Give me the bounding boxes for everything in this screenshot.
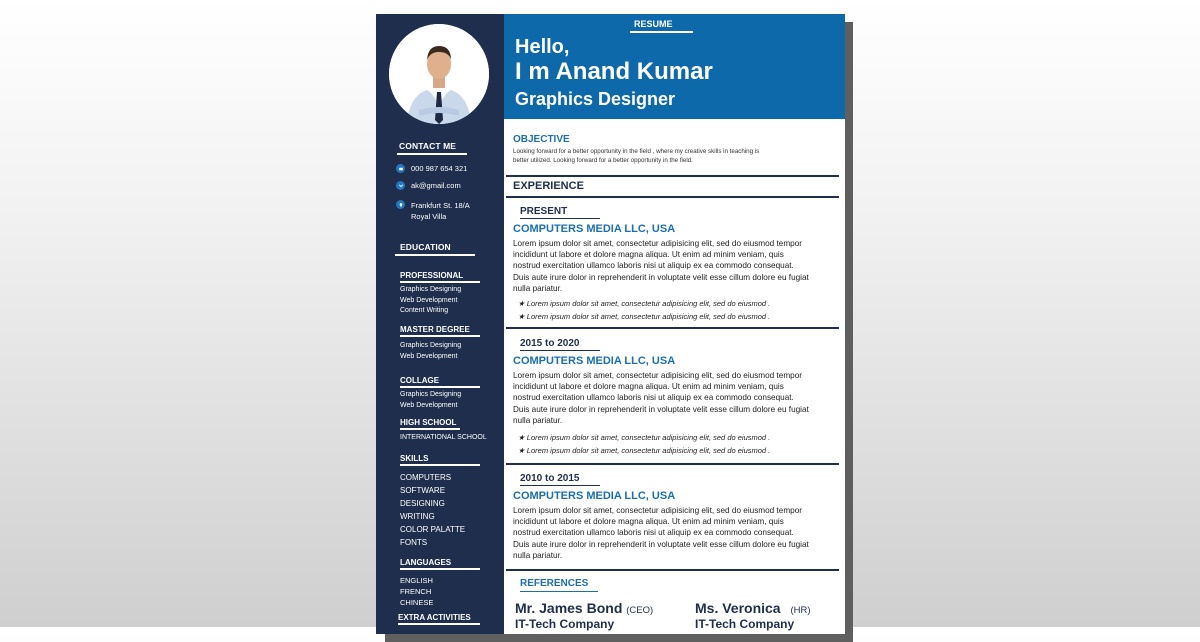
- phone-icon: [396, 164, 405, 173]
- list-item: Graphics Designing: [400, 286, 462, 293]
- description-line: nulla pariatur.: [513, 550, 563, 560]
- experience-bullet: ★ Lorem ipsum dolor sit amet, consectetur adipisicing elit, sed do eiusmod .: [518, 433, 771, 442]
- profile-photo: [389, 24, 489, 124]
- description-line: nulla pariatur.: [513, 415, 563, 425]
- experience-company: COMPUTERS MEDIA LLC, USA: [513, 223, 676, 235]
- candidate-name: I m Anand Kumar: [515, 58, 713, 85]
- person-photo-icon: [389, 24, 489, 124]
- experience-company: COMPUTERS MEDIA LLC, USA: [513, 355, 676, 367]
- description-line: Lorem ipsum dolor sit amet, consectetur adipisicing elit, sed do eiusmod tempor: [513, 239, 802, 248]
- edu-master-title: MASTER DEGREE: [400, 325, 480, 337]
- description-line: Duis aute irure dolor in reprehenderit in voluptate velit esse cillum dolore eu fugiat: [513, 272, 809, 282]
- divider: [506, 463, 839, 465]
- list-item: SOFTWARE: [400, 486, 446, 495]
- email-text: ak@gmail.com: [411, 181, 461, 190]
- list-item: WRITING: [400, 512, 435, 521]
- reference-title: (CEO): [626, 605, 654, 616]
- resume-label: RESUME: [634, 19, 693, 33]
- candidate-role: Graphics Designer: [515, 89, 676, 109]
- header-banner: [504, 14, 845, 119]
- list-item: DESIGNING: [400, 499, 445, 508]
- experience-period: 2010 to 2015: [520, 473, 600, 486]
- reference-name-text: Mr. James Bond: [515, 600, 623, 616]
- description-line: Lorem ipsum dolor sit amet, consectetur adipisicing elit, sed do eiusmod tempor: [513, 506, 802, 515]
- list-item: CHINESE: [400, 598, 434, 607]
- experience-description: [513, 505, 843, 561]
- phone-text: 000 987 654 321: [411, 164, 468, 173]
- education-title: EDUCATION: [400, 242, 475, 256]
- list-item: Web Development: [400, 296, 458, 304]
- description-line: incididunt ut labore et dolore magna aliqua. Ut enim ad minim veniam, quis: [513, 250, 784, 260]
- languages-title: LANGUAGES: [400, 558, 480, 570]
- objective-title: OBJECTIVE: [513, 134, 570, 145]
- list-item: Graphics Designing: [400, 391, 462, 398]
- experience-description: [513, 238, 843, 294]
- edu-professional-title: PROFESSIONAL: [400, 271, 480, 283]
- description-line: nostrud exercitation ullamco laboris nisi ut aliquip ex ea commodo consequat.: [513, 528, 794, 538]
- reference-name: [515, 600, 653, 616]
- reference-name-text: Ms. Veronica: [695, 600, 781, 616]
- languages-list: [400, 575, 433, 608]
- divider: [506, 175, 839, 177]
- reference-company: IT-Tech Company: [515, 617, 615, 631]
- objective-line: better utilized. Looking forward for a better opportunity in the field.: [513, 156, 693, 164]
- description-line: nostrud exercitation ullamco laboris nisi ut aliquip ex ea commodo consequat.: [513, 261, 794, 271]
- edu-highschool-title: HIGH SCHOOL: [400, 418, 460, 430]
- list-item: COLOR PALATTE: [400, 525, 466, 534]
- contact-title: CONTACT ME: [399, 141, 467, 155]
- edu-collage-list: [400, 390, 461, 411]
- description-line: incididunt ut labore et dolore magna aliqua. Ut enim ad minim veniam, quis: [513, 517, 784, 527]
- reference-company: IT-Tech Company: [695, 617, 795, 631]
- email-icon: [396, 181, 405, 190]
- experience-bullet: ★ Lorem ipsum dolor sit amet, consectetur adipisicing elit, sed do eiusmod .: [518, 312, 771, 321]
- address-text: [411, 200, 470, 222]
- address-line-1: Frankfurt St. 18/A: [411, 201, 470, 210]
- references-title: REFERENCES: [520, 578, 598, 592]
- edu-collage-title: COLLAGE: [400, 376, 480, 388]
- experience-period: PRESENT: [520, 206, 600, 219]
- contact-address: [396, 200, 470, 222]
- contact-email: [396, 181, 461, 190]
- list-item: FRENCH: [400, 587, 432, 596]
- experience-period: 2015 to 2020: [520, 338, 600, 351]
- edu-master-list: [400, 341, 461, 362]
- list-item: Graphics Designing: [400, 342, 462, 349]
- divider: [506, 327, 839, 329]
- experience-title: EXPERIENCE: [513, 180, 584, 192]
- reference-name: [695, 600, 811, 616]
- experience-description: [513, 370, 843, 426]
- description-line: Duis aute irure dolor in reprehenderit in voluptate velit esse cillum dolore eu fugiat: [513, 404, 809, 414]
- list-item: Web Development: [400, 352, 458, 360]
- list-item: Content Writing: [400, 307, 449, 314]
- description-line: nulla pariatur.: [513, 283, 563, 293]
- divider: [506, 196, 839, 198]
- resume-page: [376, 14, 845, 634]
- greeting: Hello,: [515, 36, 570, 58]
- skills-list: [400, 471, 465, 549]
- list-item: Web Development: [400, 401, 458, 409]
- address-line-2: Royal Villa: [411, 212, 447, 221]
- list-item: FONTS: [400, 538, 428, 547]
- experience-bullet: ★ Lorem ipsum dolor sit amet, consectetur adipisicing elit, sed do eiusmod .: [518, 299, 771, 308]
- list-item: INTERNATIONAL SCHOOL: [400, 434, 487, 441]
- extra-activities-title: EXTRA ACTIVITIES: [398, 613, 480, 625]
- location-icon: [396, 200, 405, 209]
- description-line: Duis aute irure dolor in reprehenderit in voluptate velit esse cillum dolore eu fugiat: [513, 539, 809, 549]
- sidebar: [376, 14, 504, 634]
- description-line: Lorem ipsum dolor sit amet, consectetur adipisicing elit, sed do eiusmod tempor: [513, 371, 802, 380]
- skills-title: SKILLS: [400, 454, 480, 466]
- edu-professional-list: [400, 285, 461, 317]
- experience-company: COMPUTERS MEDIA LLC, USA: [513, 490, 676, 502]
- main-content: [504, 119, 845, 634]
- list-item: ENGLISH: [400, 576, 433, 585]
- description-line: incididunt ut labore et dolore magna aliqua. Ut enim ad minim veniam, quis: [513, 382, 784, 392]
- contact-phone: [396, 164, 467, 173]
- description-line: nostrud exercitation ullamco laboris nisi ut aliquip ex ea commodo consequat.: [513, 393, 794, 403]
- experience-bullet: ★ Lorem ipsum dolor sit amet, consectetur adipisicing elit, sed do eiusmod .: [518, 446, 771, 455]
- objective-line: Looking forward for a better opportunity in the field , where my creative skills in teaching is: [513, 148, 760, 155]
- list-item: COMPUTERS: [400, 473, 452, 482]
- reference-title: (HR): [790, 605, 811, 616]
- edu-highschool-list: [400, 433, 487, 444]
- divider: [506, 569, 839, 571]
- objective-text: [513, 148, 813, 165]
